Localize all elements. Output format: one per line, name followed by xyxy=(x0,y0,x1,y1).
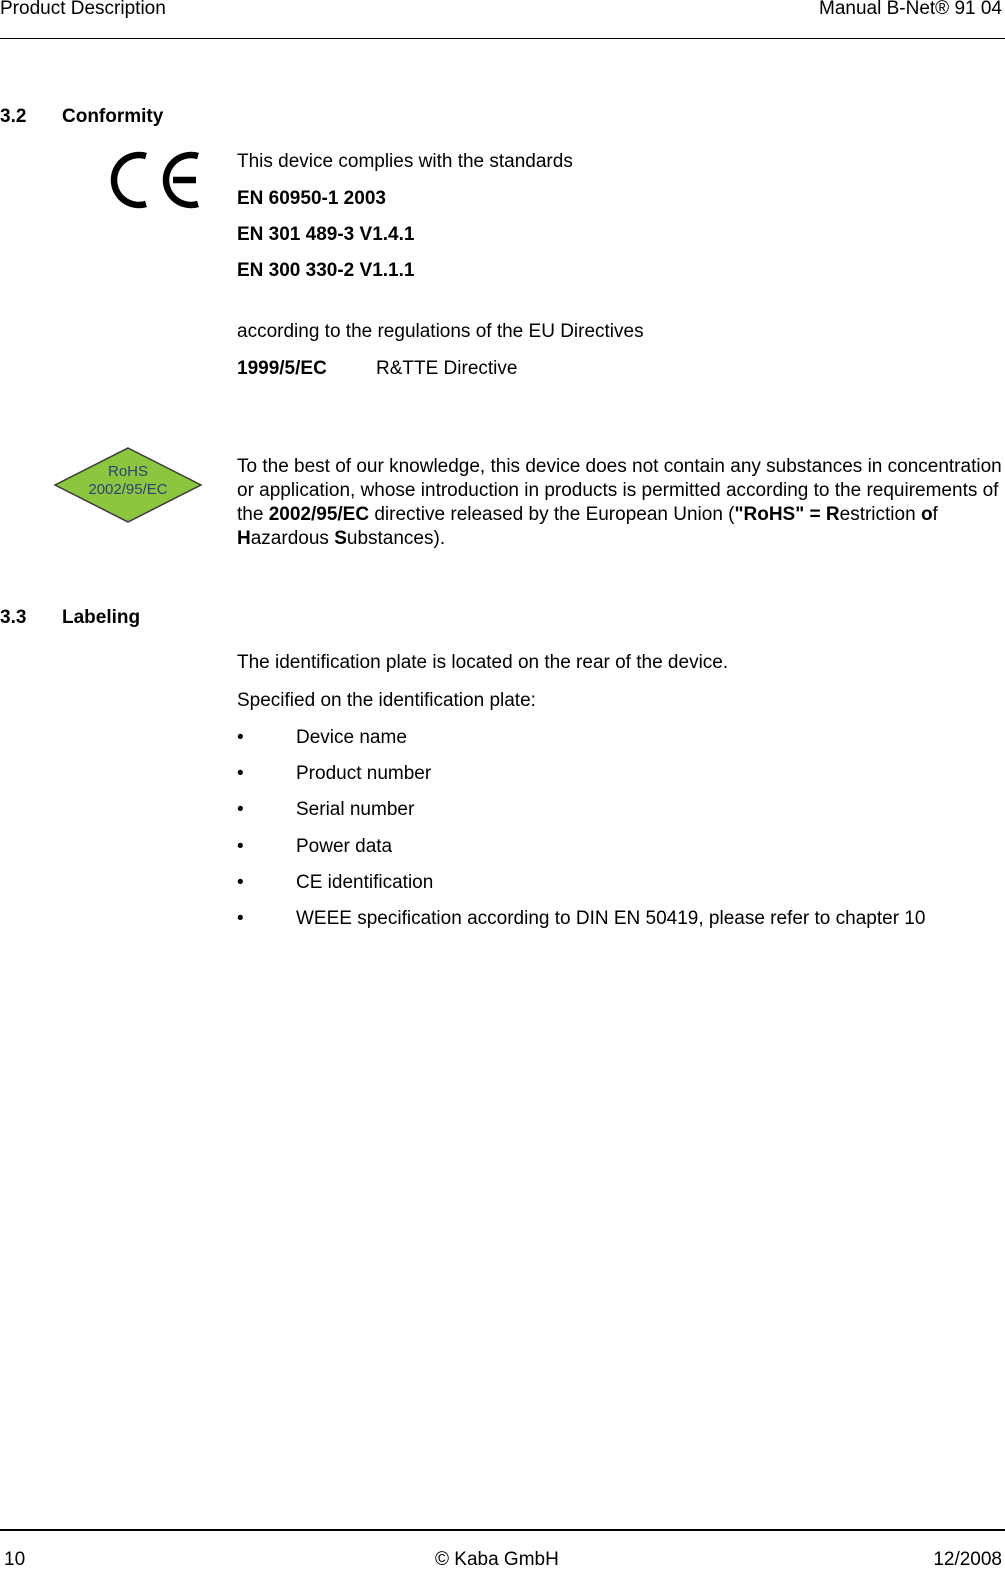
rohs-text-bold: H xyxy=(237,528,251,549)
rohs-text-part: azardous xyxy=(250,528,335,549)
standard-2: EN 301 489-3 V1.4.1 xyxy=(237,224,415,245)
directive-code: 1999/5/EC xyxy=(237,358,327,379)
header-left: Product Description xyxy=(0,0,166,19)
labeling-line-1: The identification plate is located on the rear of the device. xyxy=(237,652,729,673)
rohs-text-bold: o xyxy=(920,504,933,525)
directive-name: R&TTE Directive xyxy=(376,358,518,379)
rohs-text-part: estriction xyxy=(839,504,921,525)
list-item-weee: WEEE specification according to DIN EN 50419, please refer to chapter 10 xyxy=(296,908,926,929)
section-title-labeling: Labeling xyxy=(62,607,141,628)
standard-1: EN 60950-1 2003 xyxy=(237,188,386,209)
bullet-icon: • xyxy=(237,799,244,820)
rohs-logo-line1: RoHS xyxy=(107,463,148,480)
rohs-text-part: directive released by the European Union ( xyxy=(369,504,735,525)
standard-3: EN 300 330-2 V1.1.1 xyxy=(237,260,415,281)
footer-divider xyxy=(0,1529,1005,1531)
footer-page-number: 10 xyxy=(4,1549,26,1570)
rohs-text-part: ubstances). xyxy=(346,528,446,549)
bullet-icon: • xyxy=(237,836,244,857)
header-divider xyxy=(0,38,1005,39)
labeling-line-2: Specified on the identification plate: xyxy=(237,690,536,711)
bullet-icon: • xyxy=(237,872,244,893)
rohs-text-bold: "RoHS" = R xyxy=(734,504,840,525)
footer-date: 12/2008 xyxy=(933,1549,1002,1570)
bullet-icon: • xyxy=(237,763,244,784)
rohs-text-part: f xyxy=(932,504,938,525)
directives-intro: according to the regulations of the EU Directives xyxy=(237,321,644,342)
rohs-text-bold: 2002/95/EC xyxy=(268,504,370,525)
conformity-intro: This device complies with the standards xyxy=(237,151,573,172)
section-number-labeling: 3.3 xyxy=(0,607,27,628)
list-item-power-data: Power data xyxy=(296,836,393,857)
list-item-device-name: Device name xyxy=(296,727,407,748)
rohs-logo-line2: 2002/95/EC xyxy=(88,481,168,498)
rohs-logo-text xyxy=(53,463,203,499)
header-right: Manual B-Net® 91 04 xyxy=(819,0,1002,19)
section-number-conformity: 3.2 xyxy=(0,106,27,127)
rohs-logo xyxy=(53,447,203,523)
bullet-icon: • xyxy=(237,908,244,929)
bullet-icon: • xyxy=(237,727,244,748)
rohs-text-bold: S xyxy=(334,528,347,549)
rohs-text-part: To the best of our knowledge, this device does not contain any substances in concentration or application, whose introduction in products is permitted according to the requirements of the xyxy=(237,456,1002,525)
list-item-serial-number: Serial number xyxy=(296,799,415,820)
ce-mark-icon xyxy=(110,146,205,216)
section-title-conformity: Conformity xyxy=(62,106,164,127)
rohs-paragraph xyxy=(237,455,1002,551)
list-item-product-number: Product number xyxy=(296,763,432,784)
footer-copyright: © Kaba GmbH xyxy=(435,1549,559,1570)
list-item-ce-identification: CE identification xyxy=(296,872,434,893)
